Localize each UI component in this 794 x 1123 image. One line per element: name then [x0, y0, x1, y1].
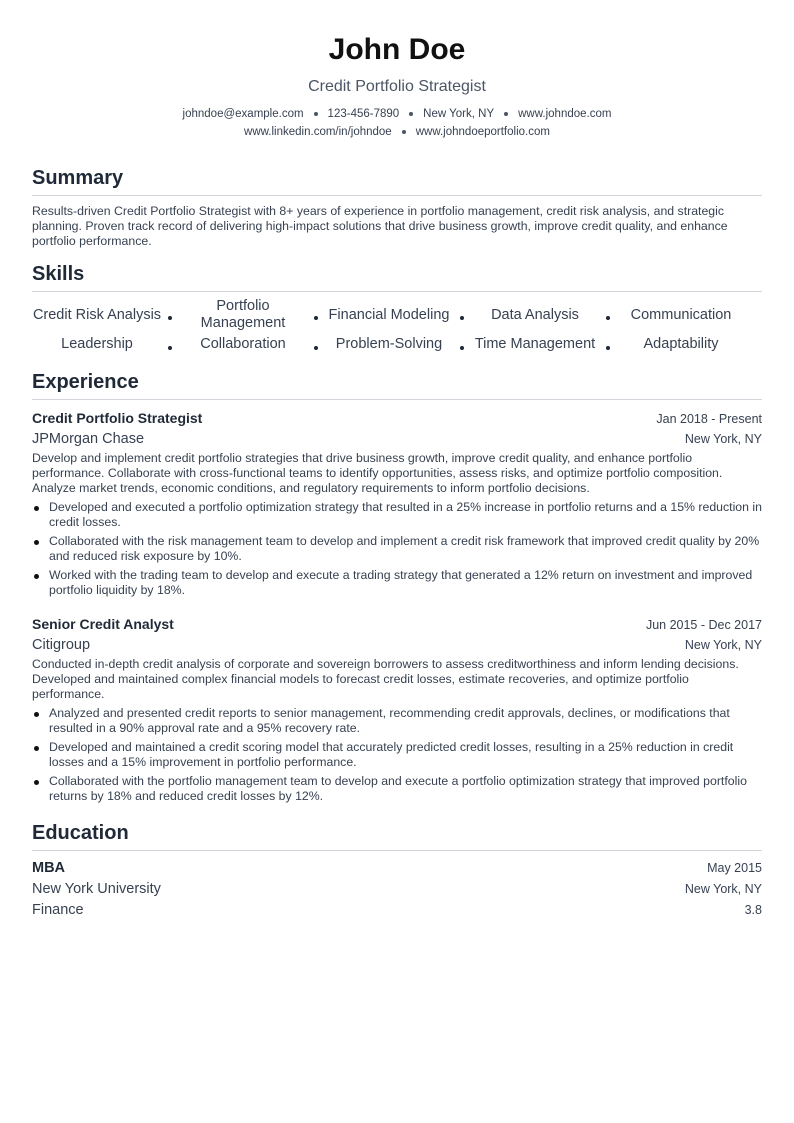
contact-portfolio[interactable]: www.johndoeportfolio.com [415, 126, 550, 138]
education-school: New York University [32, 881, 161, 897]
skill-separator [600, 310, 616, 320]
summary-heading: Summary [32, 165, 762, 196]
job-description: Develop and implement credit portfolio strategies that drive business growth, improve credit quality, and enhance portfolio performance. Collaborate with cross-functional teams to identify opportunities, assess risks, and optimize portfolio composition. Analyze market trends, economic conditions, and regulatory requirements to inform portfolio decisions. [32, 451, 723, 495]
bullet-separator [314, 112, 318, 116]
skill-item: Data Analysis [491, 306, 579, 323]
contact-linkedin[interactable]: www.linkedin.com/in/johndoe [244, 126, 392, 138]
skill-item: Collaboration [200, 336, 286, 352]
education-degree-row [32, 858, 762, 879]
job-location: New York, NY [684, 432, 762, 446]
education-gpa: 3.8 [744, 903, 762, 917]
bullet-text: Collaborated with the risk management team to develop and implement a credit risk framework that improved credit quality by 20% and reduced risk exposure by 10%. [49, 534, 760, 563]
bullet-icon [34, 780, 39, 785]
job-company-row [32, 634, 762, 656]
bullet-icon [34, 746, 39, 751]
skill-item: Financial Modeling [328, 306, 450, 323]
job-company: Citigroup [32, 637, 91, 653]
job-title-row [32, 614, 762, 634]
contact-website[interactable]: www.johndoe.com [518, 108, 612, 120]
skill-separator [162, 310, 178, 320]
education-school-row [32, 879, 762, 900]
bullet-text: Developed and executed a portfolio optimization strategy that resulted in a 25% increase in portfolio returns and a 15% reduction in credit losses. [49, 500, 762, 529]
bullet-separator [409, 112, 413, 116]
skill-item: Adaptability [643, 336, 719, 352]
contact-email[interactable]: johndoe@example.com [182, 108, 304, 120]
bullet-icon [34, 574, 39, 579]
job-entry [32, 408, 762, 598]
list-item [32, 534, 762, 564]
job-entry [32, 614, 762, 804]
education-field-row [32, 900, 762, 921]
skill-separator [454, 340, 470, 350]
skills-section [32, 261, 762, 353]
bullet-text: Collaborated with the portfolio management team to develop and execute a portfolio optimization strategy that improved portfolio returns by 18% and reduced credit losses by 12%. [49, 774, 747, 803]
bullet-text: Worked with the trading team to develop and execute a trading strategy that generated a 12% return on investment and improved portfolio liquidity by 18%. [49, 568, 753, 597]
job-title: Credit Portfolio Strategist [32, 410, 203, 426]
experience-section [32, 369, 762, 804]
job-dates: Jan 2018 - Present [656, 412, 762, 426]
education-heading: Education [32, 820, 762, 851]
skill-item: Communication [630, 306, 732, 323]
list-item [32, 774, 762, 804]
skill-item: Time Management [474, 336, 596, 352]
list-item [32, 740, 762, 770]
summary-section [32, 165, 762, 249]
bullet-text: Developed and maintained a credit scoring model that accurately predicted credit losses, resulting in a 25% reduction in credit losses and a 15% improvement in portfolio performance. [49, 740, 734, 769]
skills-heading: Skills [32, 261, 762, 292]
job-location: New York, NY [684, 638, 762, 652]
experience-heading: Experience [32, 369, 762, 400]
job-title: Senior Credit Analyst [32, 616, 174, 632]
bullet-separator [504, 112, 508, 116]
skill-separator [454, 310, 470, 320]
bullet-separator [402, 130, 406, 134]
list-item [32, 568, 762, 598]
contact-row-secondary [32, 123, 762, 141]
contact-row-primary [32, 105, 762, 123]
skill-item: Portfolio Management [200, 298, 286, 331]
contact-phone[interactable]: 123-456-7890 [327, 108, 400, 120]
list-item [32, 500, 762, 530]
job-bullets [32, 706, 762, 804]
education-degree: MBA [32, 860, 66, 876]
bullet-icon [34, 712, 39, 717]
bullet-icon [34, 540, 39, 545]
candidate-name: John Doe [328, 33, 466, 66]
education-field: Finance [32, 902, 84, 918]
skill-separator [162, 340, 178, 350]
education-location: New York, NY [684, 882, 762, 896]
education-date: May 2015 [707, 861, 762, 875]
job-description: Conducted in-depth credit analysis of corporate and sovereign borrowers to assess creditworthiness and inform lending decisions. Developed and maintained complex financial models to forecast credit losses, estimate recoveries, and optimize portfolio performance. [32, 657, 739, 701]
job-company: JPMorgan Chase [32, 431, 145, 447]
job-dates: Jun 2015 - Dec 2017 [645, 618, 762, 632]
education-entry [32, 858, 762, 921]
bullet-text: Analyzed and presented credit reports to senior management, recommending credit approvals, declines, or modifications that resulted in a 90% approval rate and a 95% recovery rate. [49, 706, 730, 735]
summary-text: Results-driven Credit Portfolio Strategist with 8+ years of experience in portfolio management, credit risk analysis, and strategic planning. Proven track record of delivering high-impact solutions that drive business growth, improve credit quality, and enhance portfolio performance. [32, 204, 728, 248]
candidate-title: Credit Portfolio Strategist [308, 78, 486, 95]
job-bullets [32, 500, 762, 598]
skill-separator [600, 340, 616, 350]
job-company-row [32, 428, 762, 450]
skills-grid [32, 298, 762, 353]
skill-item: Credit Risk Analysis [32, 306, 162, 323]
skill-separator [308, 340, 324, 350]
contact-location: New York, NY [423, 108, 495, 120]
bullet-icon [34, 506, 39, 511]
education-section [32, 820, 762, 921]
skill-separator [308, 310, 324, 320]
resume-header [32, 30, 762, 141]
skill-item: Problem-Solving [335, 336, 443, 352]
list-item [32, 706, 762, 736]
skill-item: Leadership [61, 336, 133, 352]
job-title-row [32, 408, 762, 428]
